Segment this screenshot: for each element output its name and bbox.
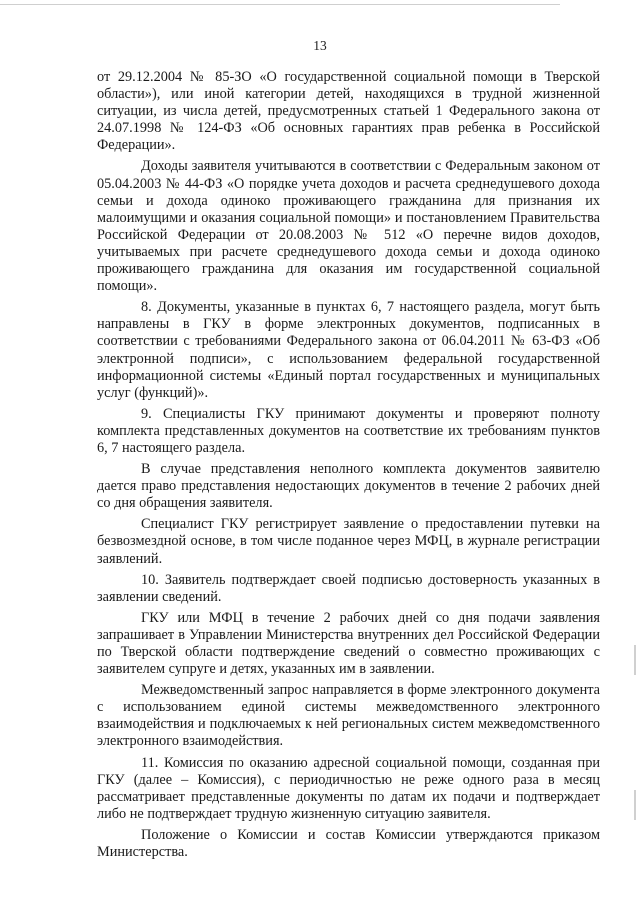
paragraph-item-11: 11. Комиссия по оказанию адресной социальной помощи, созданная при ГКУ (далее – Комиссия), с периодичностью не реже одного раза в месяц рассматривает представленные документы по датам их подачи и подтверждает либо не подтверждает трудную жизненную ситуацию заявителя. [97, 754, 600, 822]
paragraph-income: Доходы заявителя учитываются в соответствии с Федеральным законом от 05.04.2003 № 44-ФЗ «О порядке учета доходов и расчета среднедушевого дохода семьи и дохода одиноко проживающего гражданина для признания их малоимущими и оказания социальной помощи» и постановлением Правительства Российской Федерации от 20.08.2003 № 512 «О перечне видов доходов, учитываемых при расчете среднедушевого дохода семьи и дохода одиноко проживающего гражданина для оказания им государственной социальной помощи». [97, 158, 600, 295]
page-number: 13 [313, 38, 327, 53]
document-body [97, 69, 600, 861]
paragraph-item-10: 10. Заявитель подтверждает своей подписью достоверность указанных в заявлении сведений. [97, 571, 600, 605]
paragraph-incomplete-docs: В случае представления неполного комплекта документов заявителю дается право представления недостающих документов в течение 2 рабочих дней со дня обращения заявителя. [97, 461, 600, 512]
paragraph-interagency-request: Межведомственный запрос направляется в форме электронного документа с использованием единой системы межведомственного электронного взаимодействия и подключаемых к ней региональных систем межведомственного электронного взаимодействия. [97, 682, 600, 750]
paragraph-commission-regulation: Положение о Комиссии и состав Комиссии утверждаются приказом Министерства. [97, 826, 600, 861]
scan-edge-mark [634, 790, 636, 820]
paragraph-mvd-request: ГКУ или МФЦ в течение 2 рабочих дней со дня подачи заявления запрашивает в Управлении Министерства внутренних дел Российской Федерации по Тверской области подтверждение сведений о совместно проживающих с заявителем супруге и детях, указанных им в заявлении. [97, 609, 600, 678]
scan-top-rule [0, 4, 560, 5]
paragraph-registration: Специалист ГКУ регистрирует заявление о предоставлении путевки на безвозмездной основе, в том числе поданное через МФЦ, в журнале регистрации заявлений. [97, 516, 600, 567]
paragraph-continuation: от 29.12.2004 № 85-ЗО «О государственной социальной помощи в Тверской области»), или иной категории детей, находящихся в трудной жизненной ситуации, из числа детей, предусмотренных статьей 1 Федерального закона от 24.07.1998 № 124-ФЗ «Об основных гарантиях прав ребенка в Российской Федерации». [97, 69, 600, 154]
scan-edge-mark [634, 645, 636, 675]
paragraph-item-9: 9. Специалисты ГКУ принимают документы и проверяют полноту комплекта представленных документов на соответствие их требованиям пунктов 6, 7 настоящего раздела. [97, 405, 600, 456]
paragraph-item-8: 8. Документы, указанные в пунктах 6, 7 настоящего раздела, могут быть направлены в ГКУ в форме электронных документов, подписанных в соответствии с требованиями Федерального закона от 06.04.2011 № 63-ФЗ «Об электронной подписи», с использованием федеральной государственной информационной системы «Единый портал государственных и муниципальных услуг (функций)». [97, 299, 600, 401]
